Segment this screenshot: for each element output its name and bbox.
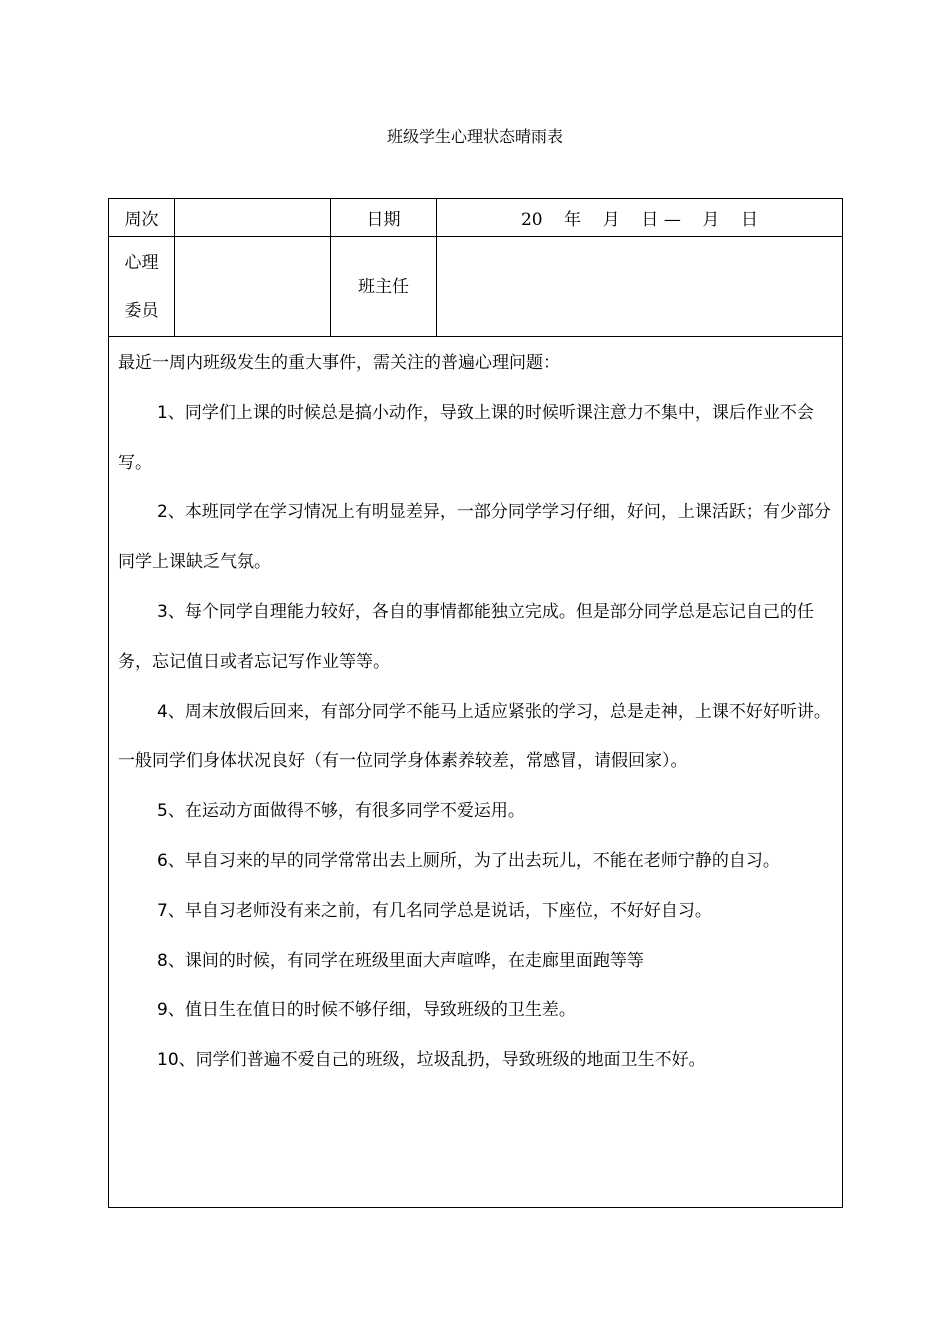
- event-item: 7、早自习老师没有来之前，有几名同学总是说话，下座位，不好好自习。: [157, 900, 712, 921]
- staff-row: [109, 237, 843, 337]
- head-teacher-value-cell[interactable]: [437, 237, 843, 337]
- psych-committee-label-line2: 委员: [124, 300, 159, 321]
- event-item: 8、课间的时候，有同学在班级里面大声喧哗，在走廊里面跑等等: [157, 950, 644, 971]
- psych-committee-label: [109, 237, 175, 337]
- events-cell: [109, 337, 843, 1208]
- event-item: 1、同学们上课的时候总是搞小动作，导致上课的时候听课注意力不集中，课后作业不会写。: [118, 402, 814, 473]
- date-range-value[interactable]: 20 年 月 日 — 月 日: [437, 199, 843, 237]
- events-intro: 最近一周内班级发生的重大事件，需关注的普遍心理问题：: [118, 353, 560, 373]
- event-item: 9、值日生在值日的时候不够仔细，导致班级的卫生差。: [157, 1000, 576, 1021]
- date-label: 日期: [331, 199, 437, 237]
- event-item: 5、在运动方面做得不够，有很多同学不爱运用。: [157, 801, 525, 822]
- event-item: 2、本班同学在学习情况上有明显差异，一部分同学学习仔细，好问，上课活跃；有少部分同学上课缺乏气氛。: [118, 502, 831, 573]
- event-item: 10、同学们普遍不爱自己的班级，垃圾乱扔，导致班级的地面卫生不好。: [157, 1050, 706, 1071]
- events-row: [109, 337, 843, 1208]
- event-item: 3、每个同学自理能力较好，各自的事情都能独立完成。但是部分同学总是忘记自己的任务，忘记值日或者忘记写作业等等。: [118, 601, 814, 672]
- psych-committee-label-line1: 心理: [124, 252, 159, 273]
- head-teacher-label: 班主任: [331, 237, 437, 337]
- header-row: [109, 199, 843, 237]
- events-text: [109, 337, 842, 1086]
- page-title: 班级学生心理状态晴雨表: [386, 127, 563, 146]
- week-value-cell[interactable]: [175, 199, 331, 237]
- mood-report-table: [108, 198, 843, 1208]
- psych-committee-value-cell[interactable]: [175, 237, 331, 337]
- event-item: 4、周末放假后回来，有部分同学不能马上适应紧张的学习，总是走神，上课不好好听讲。一般同学们身体状况良好（有一位同学身体素养较差，常感冒，请假回家）。: [118, 701, 831, 772]
- event-item: 6、早自习来的早的同学常常出去上厕所，为了出去玩儿，不能在老师宁静的自习。: [157, 850, 780, 871]
- week-label: 周次: [109, 199, 175, 237]
